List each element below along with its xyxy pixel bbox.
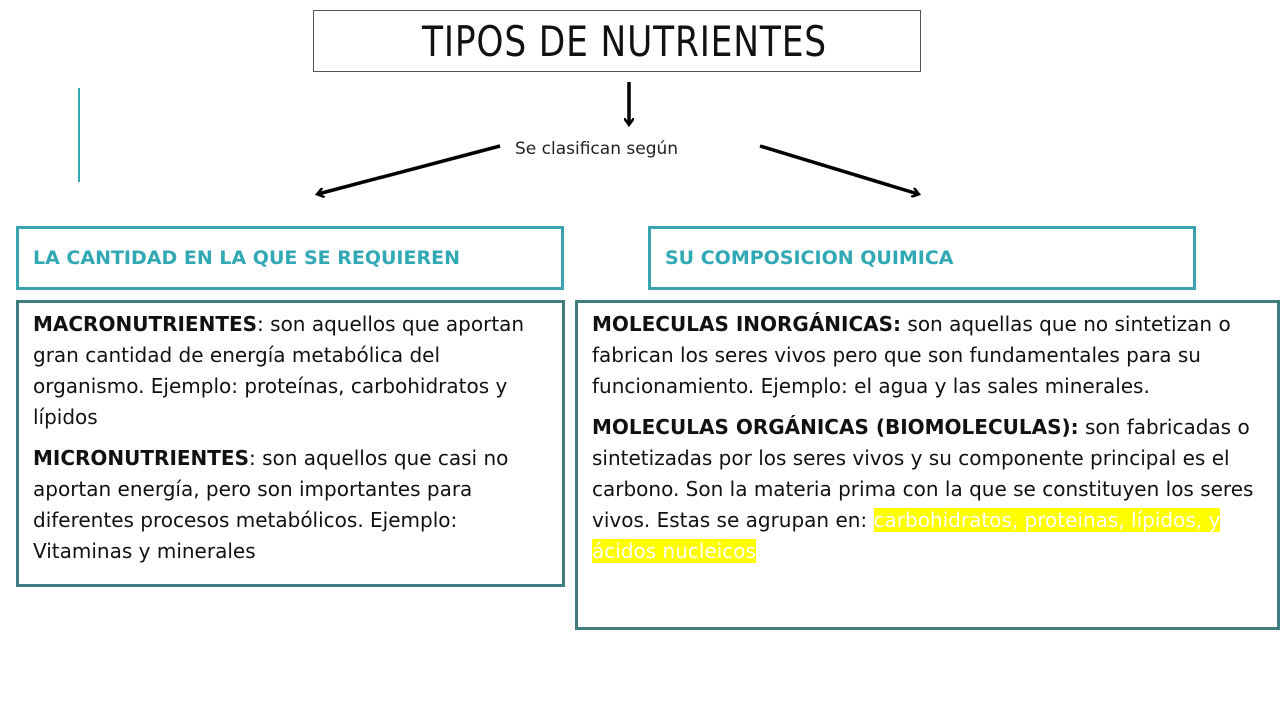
macronutrientes-definition (33, 309, 548, 433)
arrow-left (318, 146, 500, 194)
page-title: TIPOS DE NUTRIENTES (422, 17, 827, 66)
highlighted-biomolecule-groups: carbohidratos, proteinas, lípidos, y ácidos nucleicos (592, 508, 1221, 563)
text-micronutrientes: : son aquellos que casi no aportan energía, pero son importantes para diferentes procesos metabólicos. Ejemplo: Vitaminas y minerales (33, 446, 509, 563)
inorganicas-definition (592, 309, 1269, 402)
arrow-right (760, 146, 918, 194)
organicas-definition (592, 412, 1269, 567)
title-box (313, 10, 921, 72)
term-macronutrientes: MACRONUTRIENTES (33, 312, 258, 336)
term-organicas: MOLECULAS ORGÁNICAS (BIOMOLECULAS): (592, 415, 1079, 439)
content-box-quantity (16, 300, 565, 587)
content-box-composition (575, 300, 1280, 630)
text-macronutrientes: : son aquellos que aportan gran cantidad de energía metabólica del organismo. Ejemplo: proteínas, carbohidratos y lípidos (33, 312, 525, 429)
text-organicas: son fabricadas o sintetizadas por los seres vivos y su componente principal es el carbono. Son la materia prima con la que se constituyen los seres vivos. Estas se agrupan en: (592, 415, 1254, 532)
accent-line (78, 88, 80, 182)
micronutrientes-definition (33, 443, 548, 567)
branch-header-composition: SU COMPOSICION QUIMICA (648, 226, 1196, 290)
term-inorganicas: MOLECULAS INORGÁNICAS: (592, 312, 902, 336)
term-micronutrientes: MICRONUTRIENTES (33, 446, 249, 470)
text-inorganicas: son aquellas que no sintetizan o fabrican los seres vivos pero que son fundamentales para su funcionamiento. Ejemplo: el agua y las sales minerales. (592, 312, 1231, 398)
connector-label: Se clasifican según (512, 139, 681, 159)
branch-header-quantity: LA CANTIDAD EN LA QUE SE REQUIEREN (16, 226, 564, 290)
